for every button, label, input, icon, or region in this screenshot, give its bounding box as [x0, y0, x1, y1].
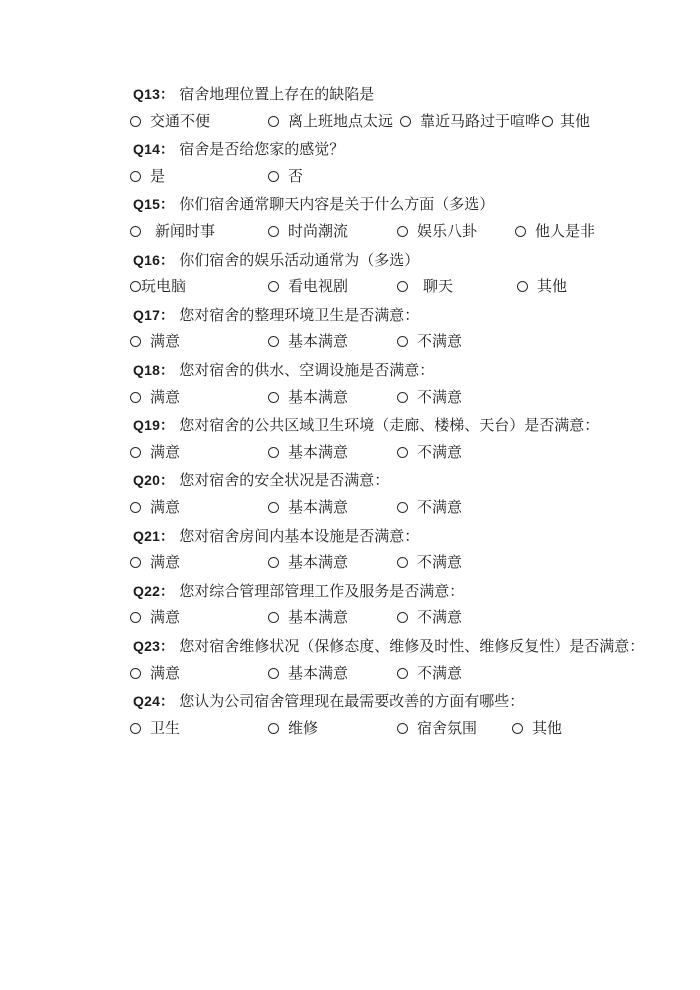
option-label: 不满意: [417, 389, 463, 406]
option-label: 满意: [150, 500, 181, 516]
radio-circle-icon[interactable]: [130, 336, 141, 347]
option-label: 靠近马路过于喧哗: [420, 113, 541, 130]
radio-circle-icon[interactable]: [268, 612, 279, 623]
option-label: 基本满意: [288, 665, 349, 682]
radio-circle-icon[interactable]: [130, 723, 141, 734]
radio-circle-icon[interactable]: [517, 281, 528, 292]
option-label: 娱乐八卦: [417, 224, 478, 240]
radio-option[interactable]: [397, 604, 462, 632]
option-label: 其他: [560, 113, 591, 130]
radio-circle-icon[interactable]: [268, 502, 279, 513]
question-text: 您对宿舍的安全状况是否满意：: [179, 473, 390, 490]
option-label: 离上班地点太远: [288, 113, 394, 130]
radio-circle-icon[interactable]: [397, 723, 408, 734]
question-text: 您认为公司宿舍管理现在最需要改善的方面有哪些：: [179, 694, 525, 711]
option-label: 其他: [537, 279, 568, 296]
question-title: [133, 135, 344, 163]
question-text: 您对宿舍的整理环境卫生是否满意：: [179, 307, 420, 324]
option-label: 满意: [150, 444, 181, 461]
radio-option[interactable]: [268, 660, 348, 688]
question-number: Q22：: [133, 582, 175, 599]
radio-circle-icon[interactable]: [130, 557, 141, 568]
radio-circle-icon[interactable]: [397, 502, 408, 513]
radio-circle-icon[interactable]: [268, 668, 279, 679]
radio-option[interactable]: [268, 439, 348, 467]
option-label: 基本满意: [288, 334, 349, 351]
radio-circle-icon[interactable]: [268, 336, 279, 347]
option-label: 看电视剧: [288, 279, 349, 296]
radio-option[interactable]: [397, 439, 462, 467]
option-label: 基本满意: [288, 555, 349, 572]
option-label: 满意: [150, 334, 181, 351]
question-text: 宿舍地理位置上存在的缺陷是: [179, 87, 375, 103]
option-label: 其他: [532, 720, 563, 737]
question-title: [133, 632, 644, 660]
question-title: [133, 466, 389, 494]
radio-circle-icon[interactable]: [130, 447, 141, 458]
radio-option[interactable]: [130, 549, 180, 577]
radio-circle-icon[interactable]: [130, 281, 141, 292]
radio-circle-icon[interactable]: [268, 392, 279, 403]
option-label: 基本满意: [288, 610, 349, 627]
radio-option[interactable]: [397, 328, 462, 356]
radio-option[interactable]: [268, 494, 348, 522]
radio-option[interactable]: [397, 660, 462, 688]
option-label: 否: [288, 168, 304, 185]
radio-option[interactable]: [397, 715, 477, 743]
option-label: 不满意: [417, 610, 463, 627]
question-text: 宿舍是否给您家的感觉？: [179, 142, 345, 159]
radio-circle-icon[interactable]: [268, 116, 279, 127]
radio-circle-icon[interactable]: [397, 281, 408, 292]
radio-option[interactable]: [130, 660, 180, 688]
question-number: Q13：: [133, 86, 175, 102]
radio-option[interactable]: [268, 604, 348, 632]
question-number: Q24：: [133, 693, 175, 710]
radio-option[interactable]: [130, 604, 180, 632]
radio-option[interactable]: [130, 108, 210, 136]
radio-option[interactable]: [515, 218, 595, 246]
radio-circle-icon[interactable]: [397, 392, 408, 403]
radio-option[interactable]: [397, 218, 477, 246]
option-label: 卫生: [150, 720, 181, 737]
option-label: 交通不便: [150, 113, 211, 130]
radio-option[interactable]: [130, 328, 180, 356]
question-title: [133, 356, 434, 384]
radio-option[interactable]: [400, 108, 540, 136]
radio-option[interactable]: [268, 163, 303, 191]
radio-circle-icon[interactable]: [268, 226, 279, 237]
question-text: 您对综合管理部管理工作及服务是否满意：: [179, 583, 465, 600]
option-label: 不满意: [417, 444, 463, 461]
question-title: [133, 687, 524, 715]
radio-circle-icon[interactable]: [397, 557, 408, 568]
radio-option[interactable]: [542, 108, 590, 136]
option-label: 不满意: [417, 555, 463, 572]
radio-circle-icon[interactable]: [268, 171, 279, 182]
radio-circle-icon[interactable]: [268, 557, 279, 568]
radio-option[interactable]: [397, 549, 462, 577]
question-text: 您对宿舍的供水、空调设施是否满意：: [179, 363, 435, 379]
radio-option[interactable]: [130, 218, 215, 246]
question-number: Q23：: [133, 638, 175, 654]
radio-circle-icon[interactable]: [400, 116, 411, 127]
option-label: 新闻时事: [155, 224, 216, 240]
radio-circle-icon[interactable]: [130, 502, 141, 513]
option-label: 满意: [150, 555, 181, 572]
radio-option[interactable]: [130, 494, 180, 522]
question-number: Q17：: [133, 306, 175, 323]
radio-option[interactable]: [268, 108, 393, 136]
radio-option[interactable]: [268, 384, 348, 412]
radio-option[interactable]: [397, 494, 462, 522]
radio-option[interactable]: [130, 273, 186, 301]
radio-circle-icon[interactable]: [515, 226, 526, 237]
radio-option[interactable]: [397, 273, 453, 301]
question-text: 你们宿舍通常聊天内容是关于什么方面（多选）: [179, 197, 495, 214]
option-label: 满意: [150, 665, 181, 682]
question-title: [133, 190, 494, 218]
radio-circle-icon[interactable]: [268, 723, 279, 734]
question-title: [133, 411, 599, 439]
radio-option[interactable]: [130, 439, 180, 467]
option-label: 维修: [288, 720, 319, 737]
radio-circle-icon[interactable]: [512, 723, 523, 734]
question-number: Q20：: [133, 472, 175, 489]
option-label: 玩电脑: [141, 279, 187, 296]
option-label: 聊天: [423, 279, 454, 296]
radio-option[interactable]: [517, 273, 567, 301]
radio-circle-icon[interactable]: [397, 612, 408, 623]
question-text: 您对宿舍的公共区域卫生环境（走廊、楼梯、天台）是否满意：: [179, 418, 600, 435]
question-text: 您对宿舍房间内基本设施是否满意：: [179, 528, 420, 545]
radio-circle-icon[interactable]: [130, 116, 141, 127]
question-title: [133, 246, 419, 274]
radio-option[interactable]: [130, 715, 180, 743]
option-label: 满意: [150, 389, 181, 406]
radio-circle-icon[interactable]: [397, 226, 408, 237]
question-number: Q16：: [133, 251, 175, 268]
radio-circle-icon[interactable]: [397, 336, 408, 347]
radio-option[interactable]: [268, 328, 348, 356]
radio-circle-icon[interactable]: [268, 447, 279, 458]
option-label: 基本满意: [288, 444, 349, 461]
option-label: 时尚潮流: [288, 224, 349, 240]
question-number: Q19：: [133, 417, 175, 434]
question-number: Q14：: [133, 141, 175, 158]
question-text: 您对宿舍维修状况（保修态度、维修及时性、维修反复性）是否满意：: [179, 639, 645, 655]
radio-option[interactable]: [130, 163, 165, 191]
radio-circle-icon[interactable]: [397, 668, 408, 679]
question-title: [133, 577, 464, 605]
option-label: 是: [150, 168, 166, 185]
question-number: Q21：: [133, 527, 175, 544]
radio-circle-icon[interactable]: [130, 171, 141, 182]
radio-circle-icon[interactable]: [130, 668, 141, 679]
radio-circle-icon[interactable]: [397, 447, 408, 458]
radio-circle-icon[interactable]: [130, 612, 141, 623]
question-number: Q18：: [133, 362, 175, 378]
radio-circle-icon[interactable]: [130, 392, 141, 403]
option-label: 满意: [150, 610, 181, 627]
radio-circle-icon[interactable]: [268, 281, 279, 292]
option-label: 宿舍氛围: [417, 720, 478, 737]
option-label: 不满意: [417, 665, 463, 682]
question-number: Q15：: [133, 196, 175, 213]
question-title: [133, 522, 419, 550]
option-label: 他人是非: [535, 224, 596, 240]
question-title: [133, 301, 419, 329]
radio-circle-icon[interactable]: [130, 226, 141, 237]
radio-option[interactable]: [512, 715, 562, 743]
radio-option[interactable]: [268, 549, 348, 577]
radio-option[interactable]: [130, 384, 180, 412]
option-label: 基本满意: [288, 389, 349, 406]
question-title: [133, 80, 374, 108]
radio-option[interactable]: [268, 218, 348, 246]
option-label: 不满意: [417, 334, 463, 351]
radio-option[interactable]: [268, 273, 348, 301]
question-text: 你们宿舍的娱乐活动通常为（多选）: [179, 252, 420, 269]
radio-circle-icon[interactable]: [542, 116, 553, 127]
radio-option[interactable]: [268, 715, 318, 743]
option-label: 基本满意: [288, 500, 349, 516]
option-label: 不满意: [417, 500, 463, 516]
radio-option[interactable]: [397, 384, 462, 412]
